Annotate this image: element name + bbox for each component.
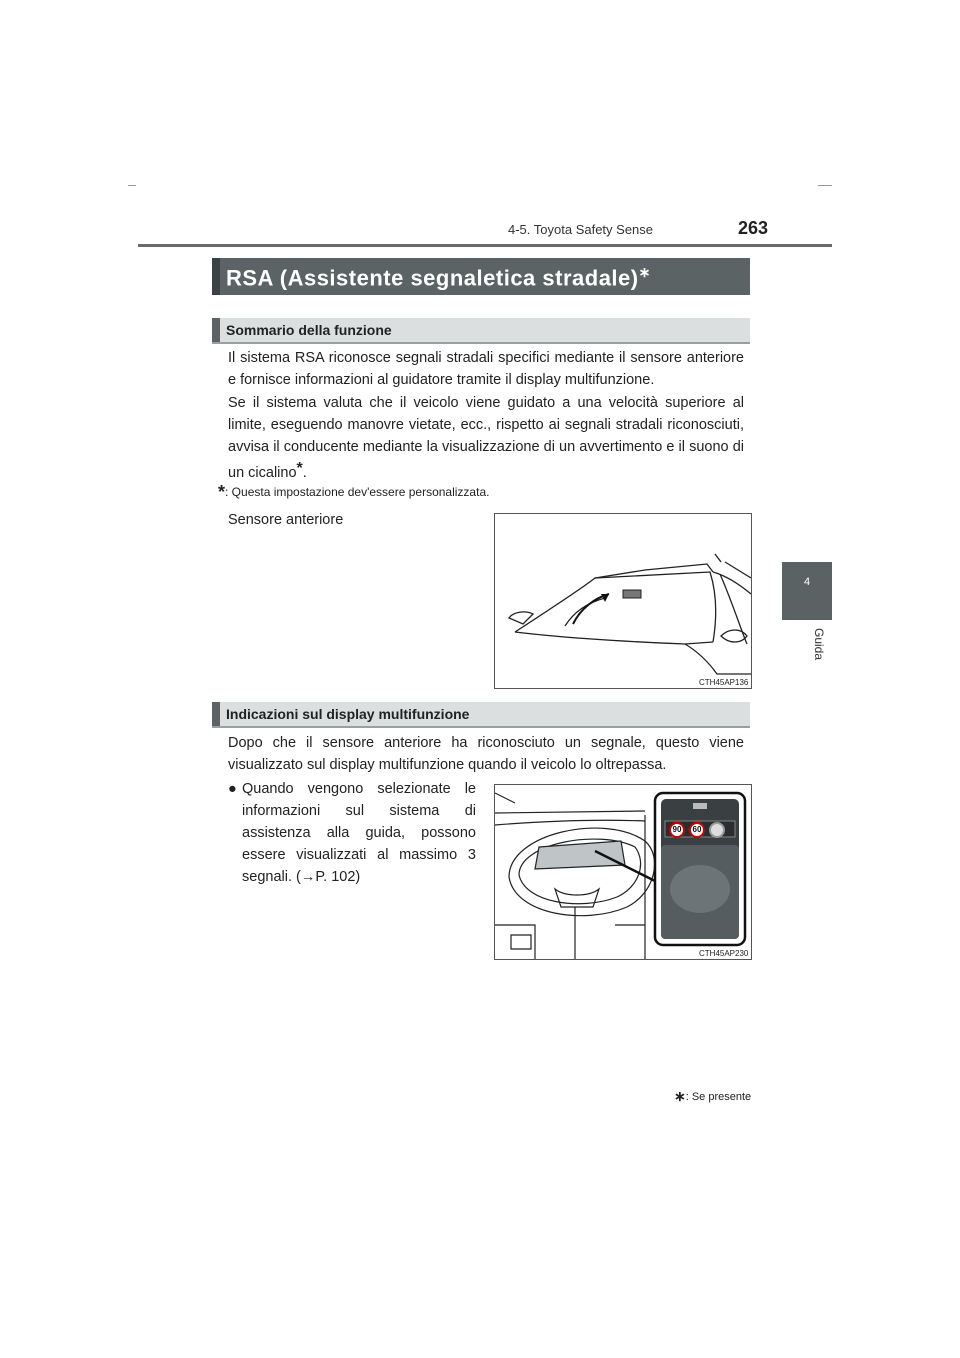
chapter-tab xyxy=(782,562,832,620)
figure-caption: Sensore anteriore xyxy=(228,512,344,528)
chapter-label: Guida xyxy=(812,628,826,661)
title-accent xyxy=(212,258,220,295)
section-heading xyxy=(212,318,750,344)
note-text: : Questa impostazione dev'essere personalizzata. xyxy=(225,485,490,499)
speed-sign xyxy=(689,822,705,838)
page-number: 263 xyxy=(738,218,769,238)
speed-sign-value: 60 xyxy=(692,825,702,834)
page-title xyxy=(226,264,651,291)
page-title-text: RSA (Assistente segnaletica stradale) xyxy=(226,265,639,291)
bullet-marker: ● xyxy=(228,781,237,797)
footnote-star: ∗ xyxy=(674,1088,686,1104)
section-heading-text: Sommario della funzione xyxy=(226,322,392,338)
footnote-text: : Se presente xyxy=(685,1091,752,1103)
figure-code: CTH45AP230 xyxy=(699,949,749,958)
header-rule xyxy=(138,244,832,247)
paragraph xyxy=(228,392,744,484)
page-footnote xyxy=(674,1088,751,1105)
heading-accent xyxy=(212,702,220,726)
dashboard-illustration xyxy=(495,785,751,959)
paragraph: Dopo che il sensore anteriore ha riconosciuto un segnale, questo viene visualizzato sul display multifunzione quando il veicolo lo oltrepassa. xyxy=(228,735,744,773)
figure-code: CTH45AP136 xyxy=(699,678,749,687)
speed-sign-value: 90 xyxy=(672,825,682,834)
bullet-text: Quando vengono selezionate le informazioni sul sistema di assistenza alla guida, possono essere visualizzati al massimo 3 segnali. (→P. 102) xyxy=(242,781,476,885)
heading-accent xyxy=(212,318,220,342)
paragraph: Il sistema RSA riconosce segnali stradali specifici mediante il sensore anteriore e fornisce informazioni al guidatore tramite il display multifunzione. xyxy=(228,350,744,388)
chapter-number: 4 xyxy=(803,576,811,588)
bullet-item xyxy=(228,778,476,888)
section-reference: 4-5. Toyota Safety Sense xyxy=(508,222,654,237)
crop-mark xyxy=(128,185,136,186)
crop-mark xyxy=(818,185,832,186)
no-overtaking-sign xyxy=(709,822,725,838)
multi-info-display-figure xyxy=(494,784,752,960)
speed-sign xyxy=(669,822,685,838)
section-heading xyxy=(212,702,750,728)
paragraph-text: Se il sistema valuta che il veicolo viene guidato a una velocità superiore al limite, eseguendo manovre vietate, ecc., rispetto ai segnali stradali riconosciuti, avvisa il conducente mediante la visualizzazione di un avvertimento e il suono di un cicalino xyxy=(228,395,744,481)
paragraph-end: . xyxy=(302,465,307,481)
section-heading-text: Indicazioni sul display multifunzione xyxy=(226,706,470,722)
title-star: ∗ xyxy=(638,264,651,280)
footnote-star: * xyxy=(296,460,303,477)
note-star: * xyxy=(218,482,226,502)
windshield-sensor-figure xyxy=(494,513,752,689)
setting-note xyxy=(218,482,489,503)
windshield-illustration xyxy=(495,514,751,688)
